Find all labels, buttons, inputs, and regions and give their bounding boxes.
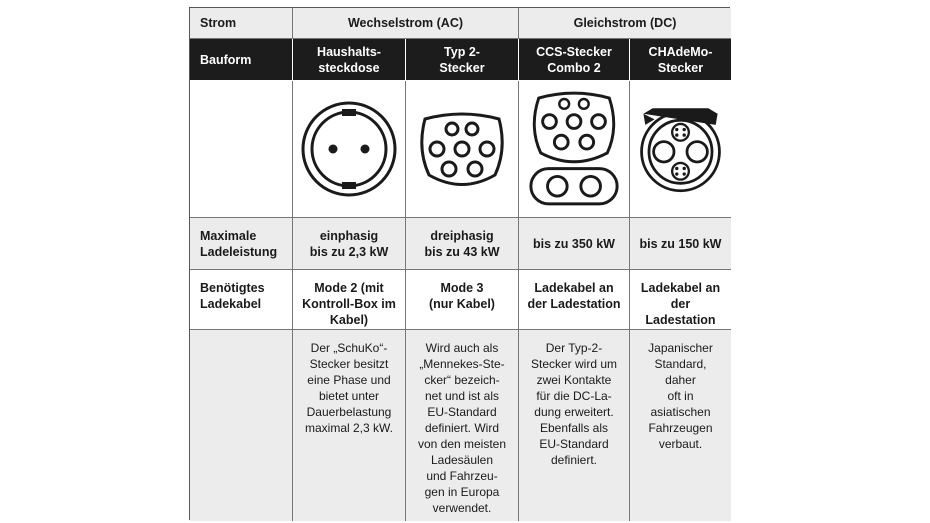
- icon-row-label: [190, 81, 293, 218]
- beschreibung-typ2: Wird auch als „Mennekes-Ste- cker“ bezeich- net und ist als EU-Standard definiert. Wird von den meisten Ladesäulen und Fahrzeu- gen in Europa verwendet.: [406, 330, 519, 521]
- chademo-plug-icon: [630, 81, 731, 218]
- beschreibung-label: [190, 330, 293, 521]
- kabel-label: Benötigtes Ladekabel: [190, 270, 293, 330]
- kabel-ccs: Ladekabel an der Ladestation: [519, 270, 630, 330]
- kabel-chademo: Ladekabel an der Ladestation: [630, 270, 731, 330]
- bauform-ccs: CCS-Stecker Combo 2: [519, 39, 630, 81]
- beschreibung-ccs: Der Typ-2- Stecker wird um zwei Kontakte für die DC-La- dung erweitert. Ebenfalls als EU-Standard definiert.: [519, 330, 630, 521]
- leistung-typ2: dreiphasig bis zu 43 kW: [406, 218, 519, 270]
- type2-plug-icon: [406, 81, 519, 218]
- bauform-schuko: Haushalts- steckdose: [293, 39, 406, 81]
- header-ac: Wechselstrom (AC): [293, 8, 519, 39]
- ccs-combo2-plug-icon: [519, 81, 630, 218]
- header-strom: Strom: [190, 8, 293, 39]
- kabel-typ2: Mode 3 (nur Kabel): [406, 270, 519, 330]
- schuko-socket-icon: [293, 81, 406, 218]
- bauform-label: Bauform: [190, 39, 293, 81]
- leistung-schuko: einphasig bis zu 2,3 kW: [293, 218, 406, 270]
- plug-comparison-table: [189, 7, 730, 520]
- leistung-label: Maximale Ladeleistung: [190, 218, 293, 270]
- header-dc: Gleichstrom (DC): [519, 8, 731, 39]
- bauform-typ2: Typ 2- Stecker: [406, 39, 519, 81]
- kabel-schuko: Mode 2 (mit Kontroll-Box im Kabel): [293, 270, 406, 330]
- bauform-chademo: CHAdeMo- Stecker: [630, 39, 731, 81]
- leistung-ccs: bis zu 350 kW: [519, 218, 630, 270]
- leistung-chademo: bis zu 150 kW: [630, 218, 731, 270]
- beschreibung-chademo: Japanischer Standard, daher oft in asiatischen Fahrzeugen verbaut.: [630, 330, 731, 521]
- beschreibung-schuko: Der „SchuKo“- Stecker besitzt eine Phase und bietet unter Dauerbelastung maximal 2,3 kW.: [293, 330, 406, 521]
